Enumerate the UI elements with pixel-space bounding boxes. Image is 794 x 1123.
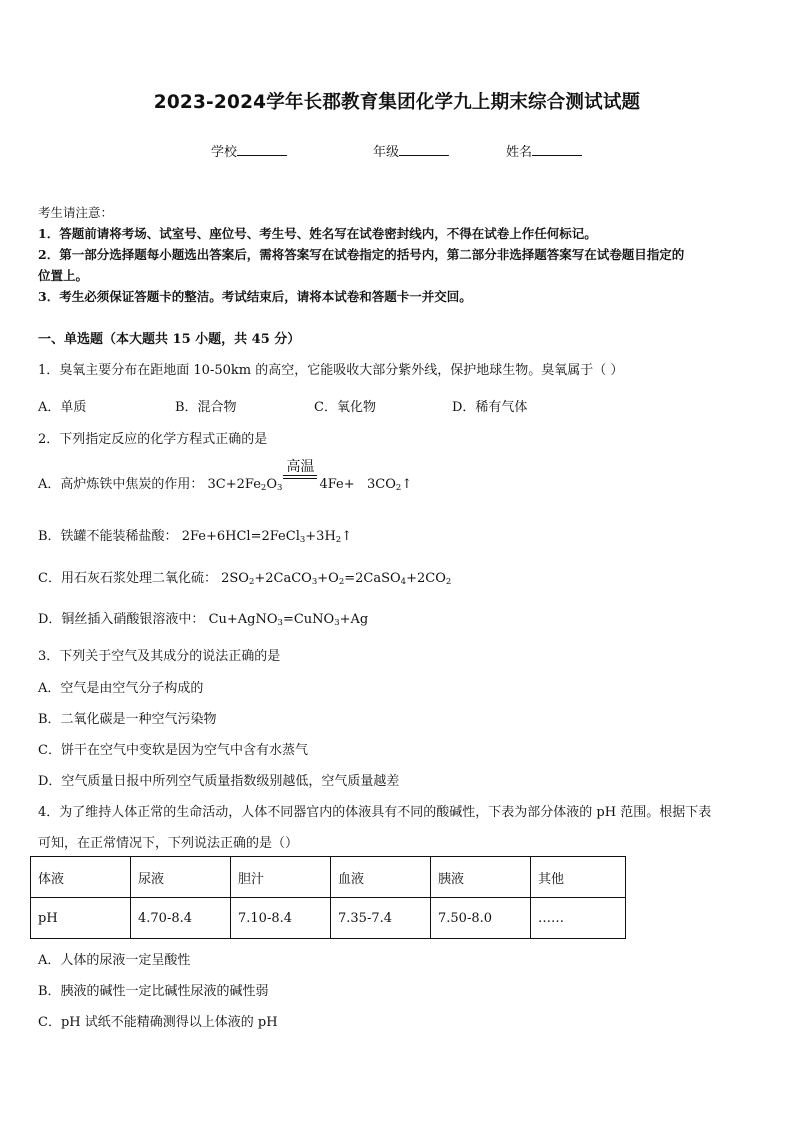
q3-option-a: A．空气是由空气分子构成的	[38, 681, 204, 696]
q2-option-d	[38, 608, 368, 628]
table-header-cell: 体液	[31, 857, 131, 898]
q1-option-c: C．氧化物	[314, 400, 376, 415]
exam-title: 2023-2024学年长郡教育集团化学九上期末综合测试试题	[153, 92, 641, 113]
notice-item-2: 2．第一部分选择题每小题选出答案后，需将答案写在试卷指定的括号内，第二部分非选择题答案写在试卷题目指定的	[38, 247, 685, 262]
table-header-cell: 尿液	[131, 857, 231, 898]
q2-option-a-label: A．高炉炼铁中焦炭的作用：	[38, 477, 204, 492]
q2-option-b-equation: $2Fe+6HCl=2FeCl_3+3H_2↑$	[181, 529, 353, 545]
grade-blank	[399, 143, 449, 156]
school-label: 学校	[211, 145, 238, 160]
q3-option-b: B．二氧化碳是一种空气污染物	[38, 712, 217, 727]
q2-option-c-equation: $2SO_2+2CaCO_3+O_2=2CaSO_4+2CO_2$	[221, 571, 452, 587]
table-header-row	[31, 857, 626, 898]
ph-table	[30, 856, 626, 939]
q2-option-d-equation: Cu+AgNO$_3$=CuNO$_3$+Ag	[208, 612, 369, 628]
q2-option-c-label: C．用石灰石浆处理二氧化硫：	[38, 571, 217, 586]
q2-option-b	[38, 525, 352, 545]
q1-option-a: A．单质	[38, 400, 87, 415]
q4-stem-line1: 4．为了维持人体正常的生命活动，人体不同器官内的体液具有不同的酸碱性，下表为部分体液的 pH 范围。根据下表	[38, 805, 712, 820]
q2-option-a	[38, 459, 413, 493]
name-blank	[532, 143, 582, 156]
q4-option-b: B．胰液的碱性一定比碱性尿液的碱性弱	[38, 984, 269, 999]
table-cell: 7.35-7.4	[331, 898, 431, 939]
q4-stem-line2: 可知，在正常情况下，下列说法正确的是（）	[38, 836, 299, 851]
notice-item-1: 1．答题前请将考场、试室号、座位号、考生号、姓名写在试卷密封线内，不得在试卷上作任何标记。	[38, 226, 597, 241]
notice-heading: 考生请注意：	[38, 205, 114, 220]
notice-item-2-cont: 位置上。	[38, 268, 89, 283]
grade-field	[373, 141, 449, 160]
school-field	[211, 141, 287, 160]
q2-option-d-label: D．铜丝插入硝酸银溶液中：	[38, 612, 205, 627]
q1-stem: 1．臭氧主要分布在距地面 10-50km 的高空，它能吸收大部分紫外线，保护地球生物。臭氧属于（ ）	[38, 363, 624, 378]
school-blank	[237, 143, 287, 156]
name-field	[506, 141, 582, 160]
table-header-cell: 其他	[531, 857, 626, 898]
table-header-cell: 胆汁	[231, 857, 331, 898]
table-row	[31, 898, 626, 939]
q2-option-b-label: B．铁罐不能装稀盐酸：	[38, 529, 178, 544]
table-header-cell: 血液	[331, 857, 431, 898]
q3-option-c: C．饼干在空气中变软是因为空气中含有水蒸气	[38, 743, 308, 758]
q4-option-a: A．人体的尿液一定呈酸性	[38, 953, 191, 968]
q4-option-c: C．pH 试纸不能精确测得以上体液的 pH	[38, 1015, 278, 1030]
q3-stem: 3．下列关于空气及其成分的说法正确的是	[38, 649, 281, 664]
q2-stem: 2．下列指定反应的化学方程式正确的是	[38, 432, 268, 447]
table-header-cell: 胰液	[431, 857, 531, 898]
q2-option-c	[38, 567, 451, 587]
table-cell: pH	[31, 898, 131, 939]
reaction-condition: 高温	[286, 459, 315, 475]
q3-option-d: D．空气质量日报中所列空气质量指数级别越低，空气质量越差	[38, 774, 400, 789]
name-label: 姓名	[506, 145, 533, 160]
q1-option-d: D．稀有气体	[452, 400, 528, 415]
grade-label: 年级	[373, 145, 400, 160]
table-cell: 7.10-8.4	[231, 898, 331, 939]
reaction-condition-arrow	[283, 459, 317, 488]
table-cell: ……	[531, 898, 626, 939]
notice-item-3: 3．考生必须保证答题卡的整洁。考试结束后，请将本试卷和答题卡一并交回。	[38, 289, 472, 304]
table-cell: 7.50-8.0	[431, 898, 531, 939]
q2-option-a-equation: $3C+2Fe_2O_3$ 高温 $4Fe+ 3CO_2↑$	[208, 477, 413, 492]
q1-option-b: B．混合物	[175, 400, 237, 415]
table-cell: 4.70-8.4	[131, 898, 231, 939]
section-heading: 一、单选题（本大题共 15 小题，共 45 分）	[38, 332, 301, 347]
